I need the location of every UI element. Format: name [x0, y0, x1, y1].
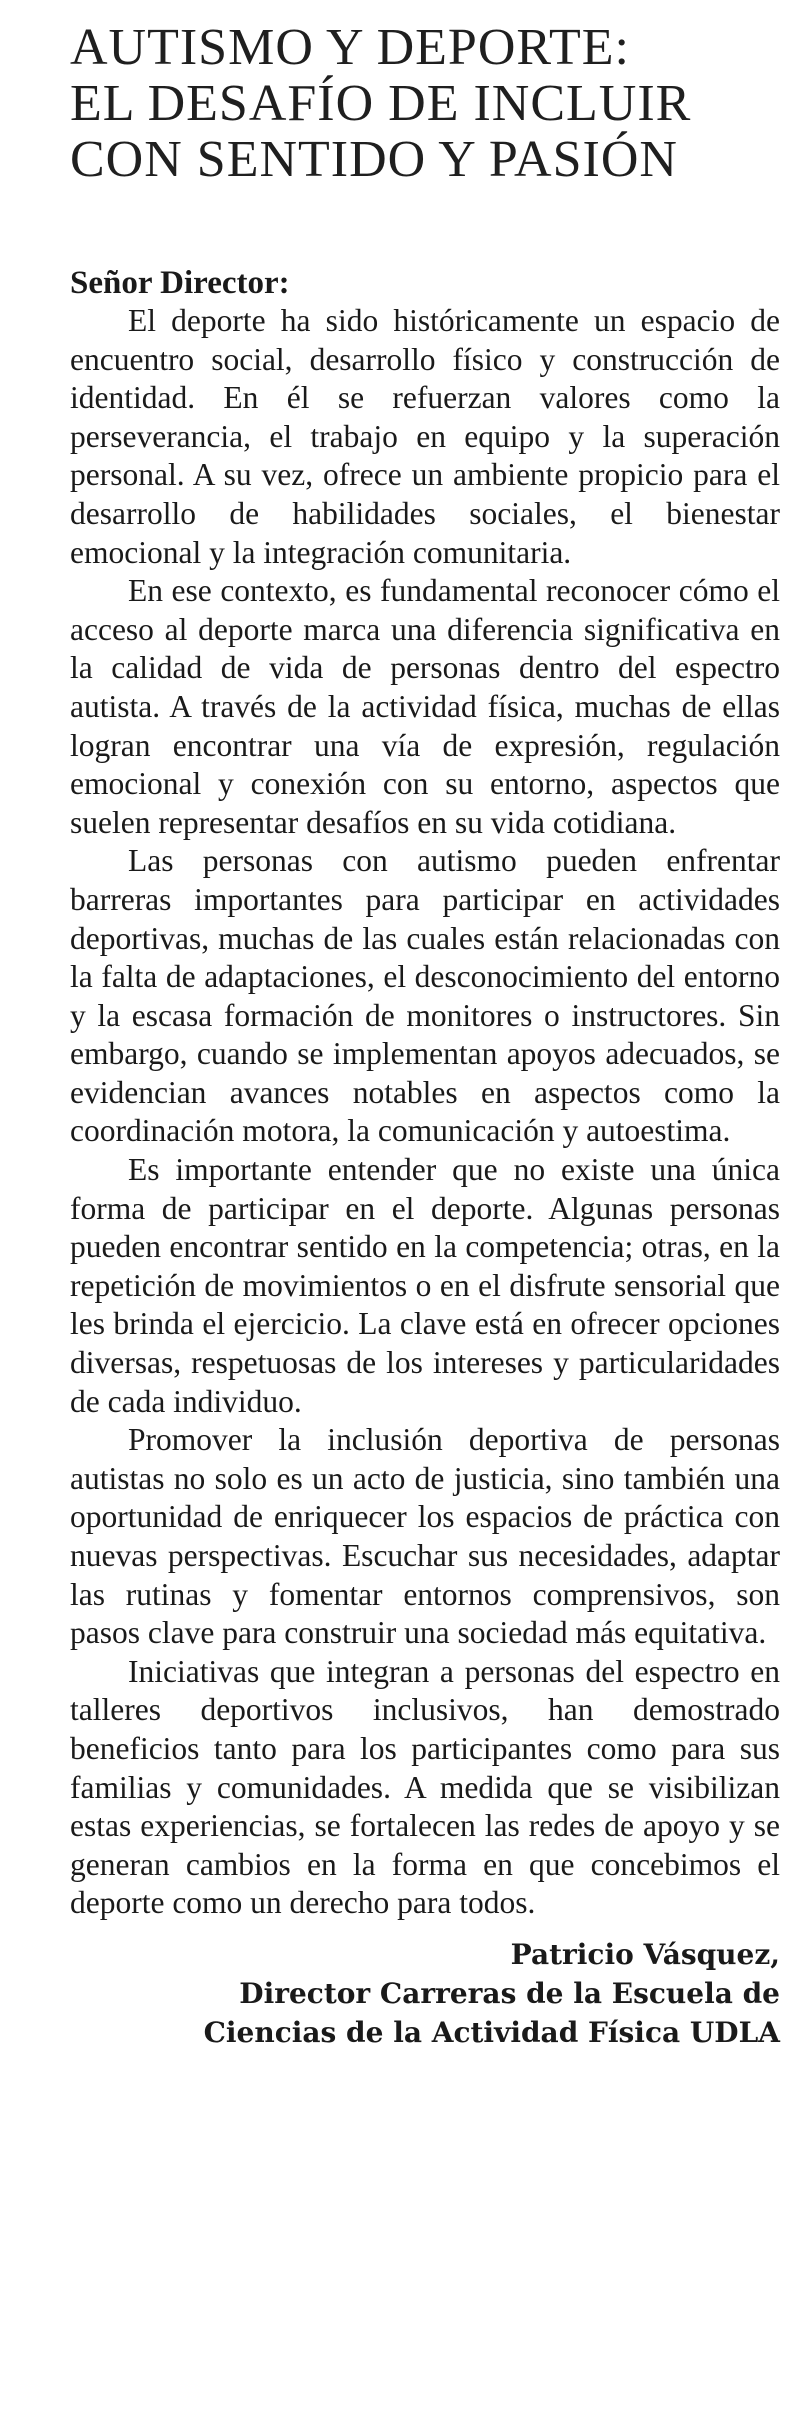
body-paragraph: Es importante entender que no existe una única forma de participar en el deporte. Algunas personas pueden encontrar sentido en la competencia; otras, en la repetición de movimientos o en el disfrute sensorial que les brinda el ejercicio. La clave está en ofrecer opciones diversas, respetuosas de los intereses y particularidades de cada individuo.: [70, 1152, 780, 1419]
headline-line: EL DESAFÍO DE INCLUIR: [70, 75, 692, 132]
letter-body: [70, 302, 780, 1923]
body-paragraph: Las personas con autismo pueden enfrentar barreras importantes para participar en actividades deportivas, muchas de las cuales están relacionadas con la falta de adaptaciones, el desconocimiento del entorno y la escasa formación de monitores o instructores. Sin embargo, cuando se implementan apoyos adecuados, se evidencian avances notables en aspectos como la coordinación motora, la comunicación y autoestima.: [70, 843, 780, 1149]
headline-line: CON SENTIDO Y PASIÓN: [70, 131, 678, 188]
headline: [70, 20, 780, 188]
signature-name: Patricio Vásquez,: [510, 1937, 780, 1971]
signature-title-line: Ciencias de la Actividad Física UDLA: [203, 2015, 780, 2049]
body-paragraph: En ese contexto, es fundamental reconocer cómo el acceso al deporte marca una diferencia significativa en la calidad de vida de personas dentro del espectro autista. A través de la actividad física, muchas de ellas logran encontrar una vía de expresión, regulación emocional y conexión con su entorno, aspectos que suelen representar desafíos en su vida cotidiana.: [70, 573, 780, 840]
signature-title-line: Director Carreras de la Escuela de: [239, 1976, 780, 2010]
headline-line: AUTISMO Y DEPORTE:: [70, 19, 630, 76]
salutation: Señor Director:: [70, 265, 290, 301]
letter-page: [70, 20, 780, 2052]
body-paragraph: Promover la inclusión deportiva de personas autistas no solo es un acto de justicia, sino también una oportunidad de enriquecer los espacios de práctica con nuevas perspectivas. Escuchar sus necesidades, adaptar las rutinas y fomentar entornos comprensivos, son pasos clave para construir una sociedad más equitativa.: [70, 1422, 780, 1651]
body-paragraph: El deporte ha sido históricamente un espacio de encuentro social, desarrollo físico y construcción de identidad. En él se refuerzan valores como la perseverancia, el trabajo en equipo y la superación personal. A su vez, ofrece un ambiente propicio para el desarrollo de habilidades sociales, el bienestar emocional y la integración comunitaria.: [70, 303, 780, 570]
signature-block: [70, 1935, 780, 2052]
body-paragraph: Iniciativas que integran a personas del espectro en talleres deportivos inclusivos, han demostrado beneficios tanto para los participantes como para sus familias y comunidades. A medida que se visibilizan estas experiencias, se fortalecen las redes de apoyo y se generan cambios en la forma en que concebimos el deporte como un derecho para todos.: [70, 1653, 780, 1921]
